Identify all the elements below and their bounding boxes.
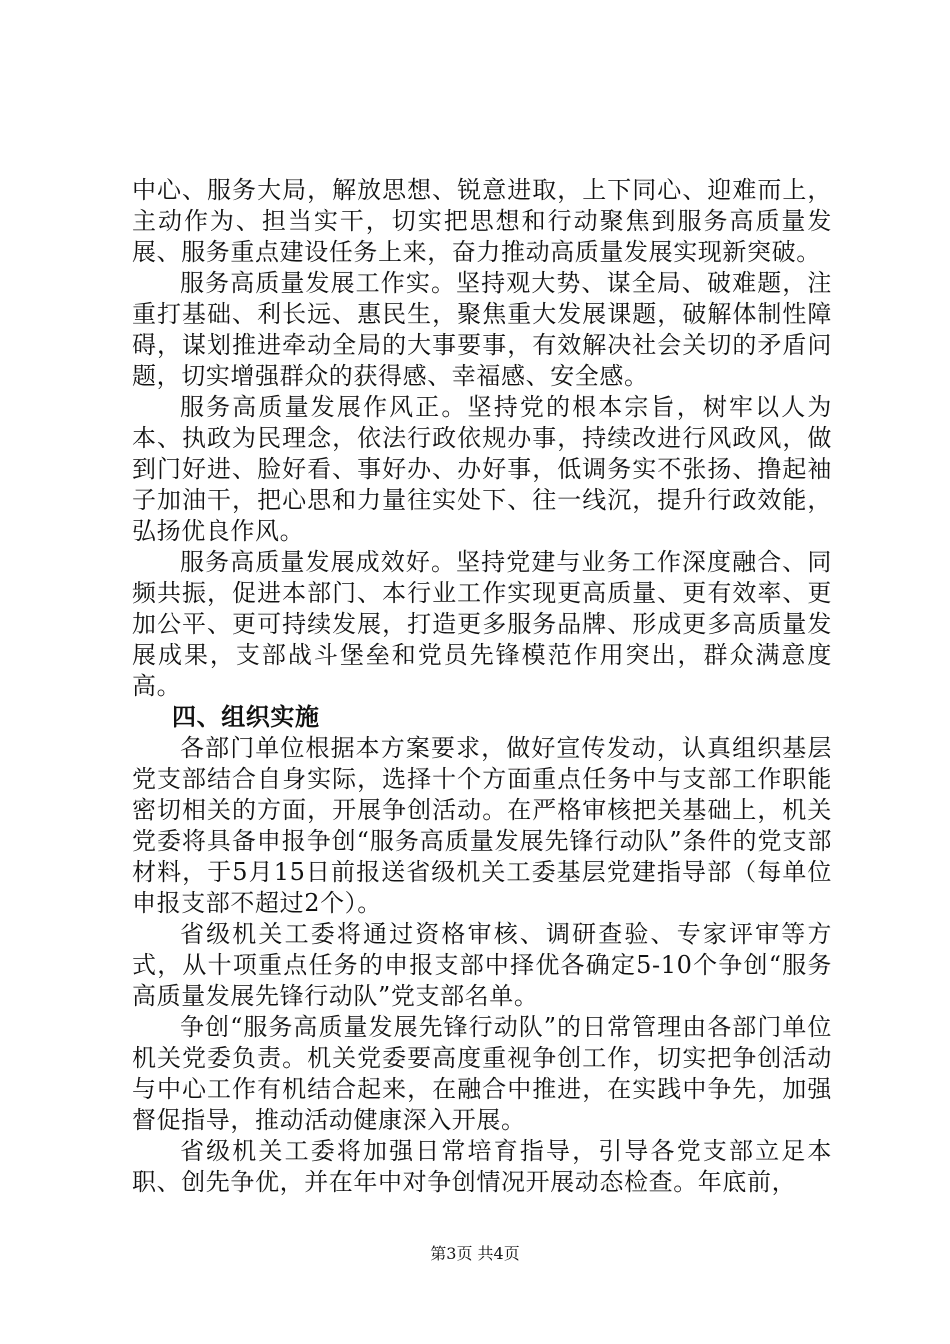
paragraph-management: 争创“服务高质量发展先锋行动队”的日常管理由各部门单位机关党委负责。机关党委要高度重视争创工作，切实把争创活动与中心工作有机结合起来，在融合中推进，在实践中争先，加强督促指导，推动活动健康深入开展。 <box>132 1013 832 1134</box>
page-footer <box>0 1244 950 1264</box>
paragraph-continuation: 中心、服务大局，解放思想、锐意进取，上下同心、迎难而上，主动作为、担当实干，切实把思想和行动聚焦到服务高质量发展、服务重点建设任务上来，奋力推动高质量发展实现新突破。 <box>132 176 832 266</box>
paragraph-departments: 各部门单位根据本方案要求，做好宣传发动，认真组织基层党支部结合自身实际，选择十个方面重点任务中与支部工作职能密切相关的方面，开展争创活动。在严格审核把关基础上，机关党委将具备申报争创“服务高质量发展先锋行动队”条件的党支部材料，于5月15日前报送省级机关工委基层党建指导部（每单位申报支部不超过2个）。 <box>132 734 832 917</box>
section-heading-implementation: 四、组织实施 <box>172 703 320 731</box>
paragraph-results-good: 服务高质量发展成效好。坚持党建与业务工作深度融合、同频共振，促进本部门、本行业工作实现更高质量、更有效率、更加公平、更可持续发展，打造更多服务品牌、形成更多高质量发展成果，支部战斗堡垒和党员先锋模范作用突出，群众满意度高。 <box>132 548 832 700</box>
paragraph-guidance: 省级机关工委将加强日常培育指导，引导各党支部立足本职、创先争优，并在年中对争创情况开展动态检查。年底前， <box>132 1137 832 1196</box>
paragraph-review: 省级机关工委将通过资格审核、调研查验、专家评审等方式，从十项重点任务的申报支部中择优各确定5-10个争创“服务高质量发展先锋行动队”党支部名单。 <box>132 920 832 1010</box>
paragraph-style-upright: 服务高质量发展作风正。坚持党的根本宗旨，树牢以人为本、执政为民理念，依法行政依规办事，持续改进行风政风，做到门好进、脸好看、事好办、办好事，低调务实不张扬、撸起袖子加油干，把心思和力量往实处下、往一线沉，提升行政效能，弘扬优良作风。 <box>132 393 832 545</box>
page-number-label: 第3页 共4页 <box>430 1244 520 1263</box>
paragraph-work-solid: 服务高质量发展工作实。坚持观大势、谋全局、破难题，注重打基础、利长远、惠民生，聚焦重大发展课题，破解体制性障碍，谋划推进牵动全局的大事要事，有效解决社会关切的矛盾问题，切实增强群众的获得感、幸福感、安全感。 <box>132 269 832 390</box>
document-body <box>132 175 832 1198</box>
